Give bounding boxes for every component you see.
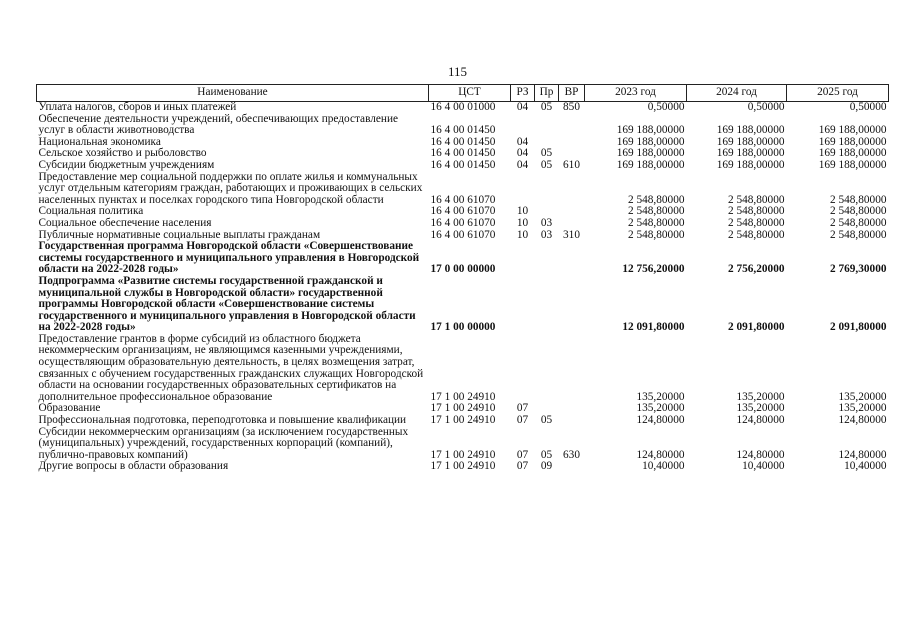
cell-name: Профессиональная подготовка, переподготовка и повышение квалификации [38,414,407,427]
header-rz: РЗ [511,85,535,102]
cell-y2025: 10,40000 [844,460,887,473]
cell-cst: 16 4 00 01450 [430,147,496,160]
cell-name: Национальная экономика [38,135,161,148]
cell-pr: 05 [540,147,553,160]
cell-cst: 16 4 00 01450 [430,135,496,148]
cell-y2024: 124,80000 [736,448,785,461]
cell-name: Другие вопросы в области образования [38,460,229,473]
cell-cst: 16 4 00 61070 [430,205,496,218]
cell-rz: 04 [516,135,529,148]
cell-y2023: 169 188,00000 [616,124,685,137]
cell-y2025: 0,50000 [849,101,887,113]
cell-pr: 03 [540,228,553,241]
cell-vr [559,461,585,473]
cell-vr [559,206,585,218]
table-row [37,102,889,114]
cell-pr: 05 [540,158,553,171]
cell-rz [511,334,535,404]
header-2024: 2024 год [687,85,787,102]
cell-vr: 630 [563,448,580,461]
cell-y2024: 169 188,00000 [716,158,785,171]
cell-y2023: 10,40000 [642,460,685,473]
cell-name: Социальное обеспечение населения [38,216,212,229]
cell-name: Публичные нормативные социальные выплаты гражданам [38,228,321,241]
cell-name: Предоставление грантов в форме субсидий из областного бюджета некоммерческим организациям, не являющимся казенными учреждениями, осуществляющим образовательную деятельность, в целях возмещения затрат, связанных с обучением государственных гражданских служащих Новгородской области на основании государственных образовательных сертификатов на дополнительное профессиональное образование [38,332,424,403]
cell-y2024: 2 548,80000 [728,228,785,241]
cell-pr: 03 [540,216,553,229]
cell-y2025: 169 188,00000 [818,158,887,171]
cell-rz: 10 [516,216,529,229]
cell-y2025: 2 548,80000 [830,228,887,241]
table-row [37,461,889,473]
cell-vr: 850 [563,101,580,113]
cell-y2025: 124,80000 [838,414,887,427]
cell-vr [559,415,585,427]
cell-y2024: 2 756,20000 [728,263,785,276]
cell-y2024: 169 188,00000 [716,147,785,160]
cell-y2025: 2 091,80000 [830,321,887,334]
cell-y2024: 169 188,00000 [716,124,785,137]
cell-y2024: 169 188,00000 [716,135,785,148]
cell-y2024: 2 548,80000 [728,193,785,206]
cell-y2025: 169 188,00000 [818,135,887,148]
cell-cst: 17 1 00 24910 [430,414,496,427]
table-row [37,218,889,230]
cell-y2023: 169 188,00000 [616,158,685,171]
cell-cst: 17 1 00 24910 [430,448,496,461]
cell-pr: 05 [540,101,553,113]
cell-vr: 310 [563,228,580,241]
cell-rz: 07 [516,414,529,427]
budget-table [36,84,889,473]
cell-name: Сельское хозяйство и рыболовство [38,147,207,160]
cell-y2023: 135,20000 [636,402,685,415]
cell-rz [511,241,535,276]
cell-pr [535,114,559,137]
cell-cst: 16 4 00 01000 [430,101,496,113]
cell-y2023: 2 548,80000 [628,228,685,241]
cell-vr: 610 [563,158,580,171]
cell-rz [511,276,535,334]
cell-cst: 16 4 00 01450 [430,124,496,137]
header-pr: Пр [535,85,559,102]
table-row [37,114,889,137]
cell-y2023: 12 091,80000 [622,321,685,334]
cell-y2024: 135,20000 [736,390,785,403]
table-row [37,415,889,427]
cell-rz: 07 [516,460,529,473]
cell-pr [535,276,559,334]
cell-y2023: 169 188,00000 [616,135,685,148]
cell-cst: 16 4 00 61070 [430,216,496,229]
cell-y2023: 135,20000 [636,390,685,403]
cell-pr: 05 [540,414,553,427]
cell-y2023: 12 756,20000 [622,263,685,276]
cell-pr: 05 [540,448,553,461]
header-2023: 2023 год [585,85,687,102]
cell-y2024: 0,50000 [747,101,785,113]
cell-vr [559,218,585,230]
cell-y2025: 124,80000 [838,448,887,461]
cell-y2024: 10,40000 [742,460,785,473]
cell-rz [511,114,535,137]
cell-vr [559,114,585,137]
cell-y2023: 0,50000 [647,101,685,113]
cell-cst: 16 4 00 01450 [430,158,496,171]
cell-cst: 16 4 00 61070 [430,193,496,206]
cell-name: Обеспечение деятельности учреждений, обеспечивающих предоставление услуг в области животноводства [38,112,399,137]
cell-rz: 04 [516,158,529,171]
page-number: 115 [448,64,468,79]
cell-rz: 07 [516,402,529,415]
table-body [37,102,889,474]
cell-y2023: 169 188,00000 [616,147,685,160]
table-row [37,160,889,172]
table-row [37,427,889,462]
cell-cst: 17 1 00 24910 [430,460,496,473]
header-vr: ВР [559,85,585,102]
cell-name: Государственная программа Новгородской области «Совершенствование системы государственного и муниципального управления в Новгородской области на 2022-2028 годы» [38,240,420,276]
cell-name: Субсидии бюджетным учреждениям [38,158,215,171]
cell-name: Предоставление мер социальной поддержки по оплате жилья и коммунальных услуг отдельным категориям граждан, работающих и проживающих в сельских населенных пунктах и поселках городского типа Новгородской области [38,170,423,206]
cell-cst: 16 4 00 61070 [430,228,496,241]
header-2025: 2025 год [787,85,889,102]
cell-y2023: 2 548,80000 [628,216,685,229]
cell-rz: 10 [516,205,529,218]
cell-vr [559,241,585,276]
cell-cst: 17 0 00 00000 [430,263,496,276]
cell-y2025: 135,20000 [838,402,887,415]
cell-y2025: 169 188,00000 [818,147,887,160]
cell-cst: 17 1 00 00000 [430,321,496,334]
table-row [37,334,889,404]
cell-y2023: 2 548,80000 [628,205,685,218]
cell-y2025: 2 548,80000 [830,216,887,229]
cell-y2024: 2 091,80000 [728,321,785,334]
cell-y2024: 2 548,80000 [728,216,785,229]
cell-cst: 17 1 00 24910 [430,390,496,403]
cell-pr [535,172,559,207]
cell-vr [559,403,585,415]
cell-y2024: 124,80000 [736,414,785,427]
cell-y2025: 135,20000 [838,390,887,403]
cell-rz [511,172,535,207]
cell-cst: 17 1 00 24910 [430,402,496,415]
cell-pr [535,334,559,404]
cell-y2025: 2 769,30000 [830,263,887,276]
table-header-row [37,85,889,102]
cell-rz: 04 [516,101,529,113]
cell-name: Субсидии некоммерческим организациям (за исключением государственных (муниципальных) учреждений, государственных корпораций (компаний), публично-правовых компаний) [38,425,409,461]
header-name: Наименование [37,85,429,102]
header-cst: ЦСТ [429,85,511,102]
cell-y2025: 169 188,00000 [818,124,887,137]
cell-rz: 04 [516,147,529,160]
cell-pr: 09 [540,460,553,473]
cell-rz: 07 [516,448,529,461]
cell-y2025: 2 548,80000 [830,193,887,206]
cell-y2025: 2 548,80000 [830,205,887,218]
cell-name: Уплата налогов, сборов и иных платежей [38,101,237,113]
cell-y2023: 124,80000 [636,414,685,427]
cell-vr [559,334,585,404]
cell-rz: 10 [516,228,529,241]
cell-y2024: 2 548,80000 [728,205,785,218]
cell-vr [559,276,585,334]
table-row [37,276,889,334]
cell-name: Социальная политика [38,205,144,218]
cell-y2023: 124,80000 [636,448,685,461]
cell-y2023: 2 548,80000 [628,193,685,206]
cell-pr [535,241,559,276]
cell-name: Подпрограмма «Развитие системы государственной гражданской и муниципальной службы в Новгородской области» государственной программы Новгородской области «Совершенствование системы государственного и муниципального управления в Новгородской области на 2022-2028 годы» [38,274,416,334]
cell-vr [559,172,585,207]
cell-name: Образование [38,402,101,415]
cell-y2024: 135,20000 [736,402,785,415]
table-row [37,172,889,207]
table-row [37,241,889,276]
cell-vr [559,137,585,149]
